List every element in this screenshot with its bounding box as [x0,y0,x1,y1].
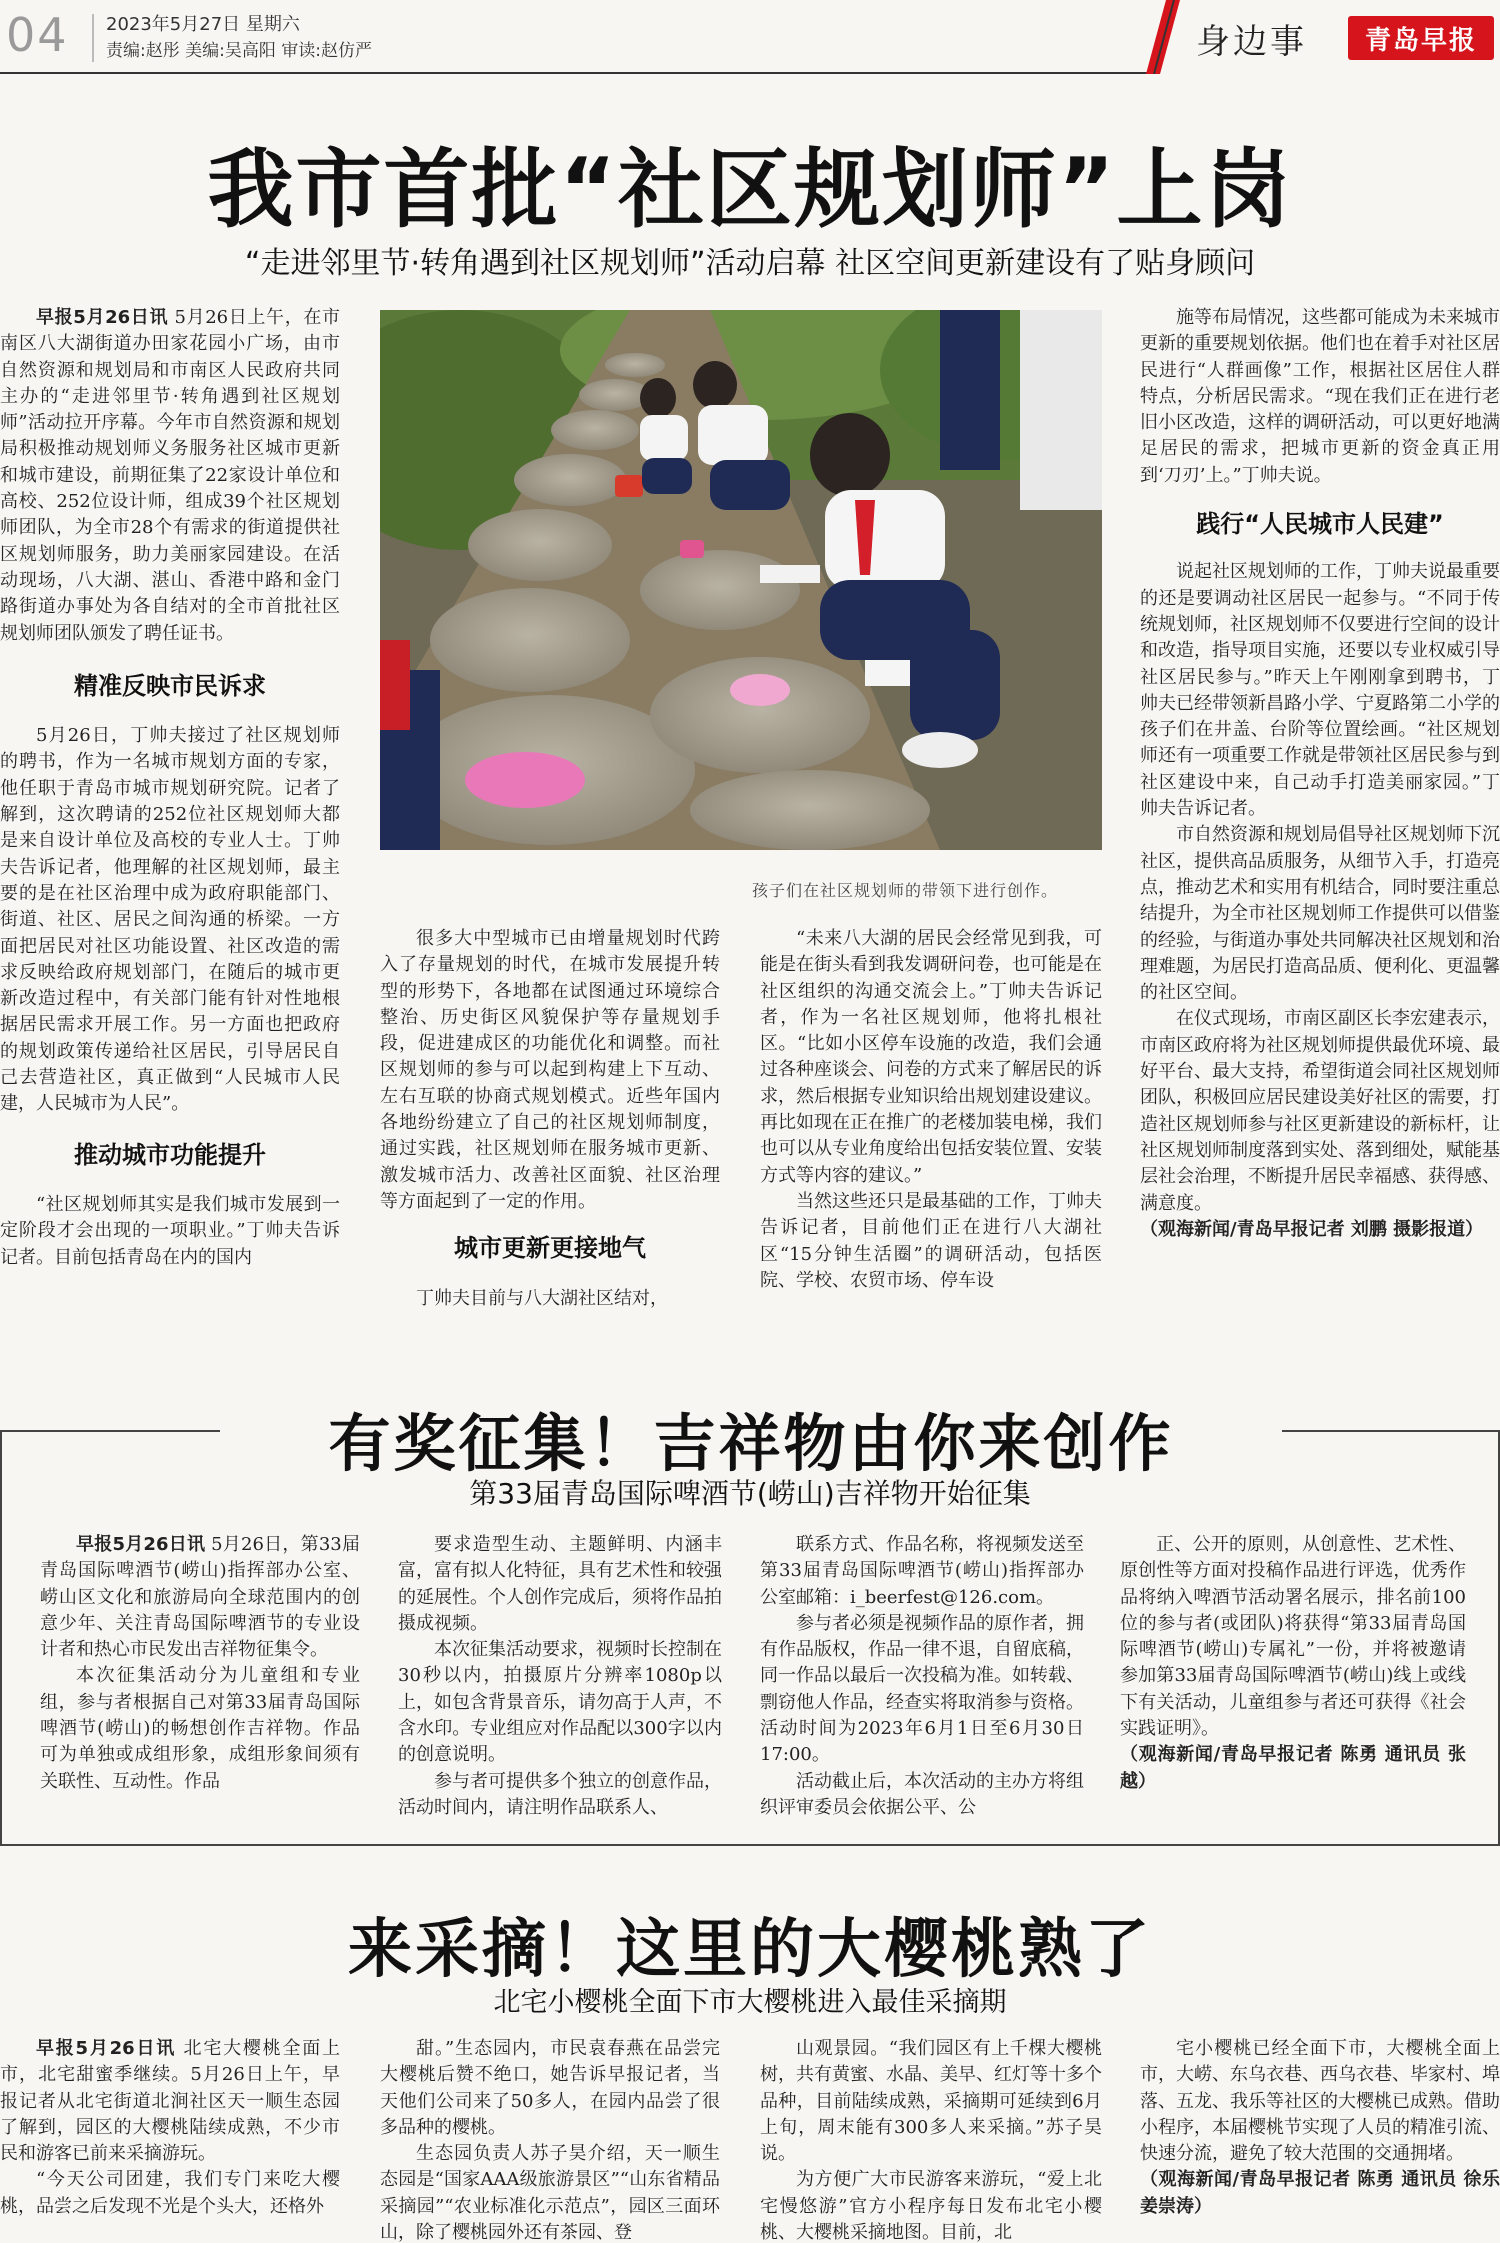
paragraph: 生态园负责人苏子昊介绍，天一顺生态园是“国家AAA级旅游景区”“山东省精品采摘园”“农业标准化示范点”，园区三面环山，除了樱桃园外还有茶园、登 [380,2143,720,2243]
article2-subhead: 第33届青岛国际啤酒节(崂山)吉祥物开始征集 [469,1477,1031,1510]
page-number: 04 [6,8,69,62]
paragraph: 施等布局情况，这些都可能成为未来城市更新的重要规划依据。他们也在着手对社区居民进行“人群画像”工作，根据社区居住人群特点，分析居民需求。“现在我们正在进行老旧小区改造，这样的调研活动，可以更好地满足居民的需求，把城市更新的资金真正用到‘刀刃’上。”丁帅夫说。 [1140,307,1500,486]
paragraph: 丁帅夫目前与八大湖社区结对， [416,1287,668,1309]
paragraph: 活动截止后，本次活动的主办方将组织评审委员会依据公平、公 [760,1770,1084,1818]
article1-column-4 [1140,305,1500,1320]
paragraph: 北宅大樱桃全面上市，北宅甜蜜季继续。5月26日上午，早报记者从北宅街道北涧社区天一顺生态园了解到，园区的大樱桃陆续成熟，不少市民和游客已前来采摘游玩。 [0,2038,340,2165]
article2-column-2 [398,1532,722,1832]
paragraph: 市自然资源和规划局倡导社区规划师下沉社区，提供高品质服务，从细节入手，打造亮点，推动艺术和实用有机结合，同时要注重总结提升，为全市社区规划师工作提供可以借鉴的经验，与街道办事处共同解决社区规划和治理难题，为居民打造高品质、便利化、更温馨的社区空间。 [1140,824,1500,1004]
section-heading: 推动城市功能提升 [74,1140,266,1169]
issue-date: 2023年5月27日 星期六 [106,14,300,35]
article1-column-3 [760,926,1102,1320]
paragraph: 本次征集活动分为儿童组和专业组，参与者根据自己对第33届青岛国际啤酒节(崂山)的畅想创作吉祥物。作品可为单独或成组形象，成组形象间须有关联性、互动性。作品 [40,1665,360,1792]
article1-subhead: “走进邻里节·转角遇到社区规划师”活动启幕 社区空间更新建设有了贴身顾问 [244,246,1256,281]
paragraph: 参与者可提供多个独立的创意作品，活动时间内，请注明作品联系人、 [398,1770,722,1818]
children-painting-photo [380,310,1102,850]
header-divider [92,14,94,62]
paragraph: 为方便广大市民游客来游玩，“爱上北宅慢悠游”官方小程序每日发布北宅小樱桃、大樱桃采摘地图。目前，北 [760,2169,1102,2243]
dateline: 早报5月26日讯 [36,307,169,328]
paragraph: 要求造型生动、主题鲜明、内涵丰富，富有拟人化特征，具有艺术性和较强的延展性。个人创作完成后，须将作品拍摄成视频。 [398,1534,722,1634]
paragraph: 联系方式、作品名称，将视频发送至第33届青岛国际啤酒节(崂山)指挥部办公室邮箱：i_beerfest@126.com。 [760,1534,1084,1608]
byline: （观海新闻/青岛早报记者 刘鹏 摄影报道） [1140,1218,1484,1240]
page-header [0,0,1500,80]
article2-column-3 [760,1532,1084,1832]
paragraph: 宅小樱桃已经全面下市，大樱桃全面上市，大崂、东乌衣巷、西乌衣巷、毕家村、埠落、五龙、我乐等社区的大樱桃已成熟。借助小程序，本届樱桃节实现了人员的精准引流、快速分流，避免了较大范围的交通拥堵。 [1140,2038,1500,2165]
dateline: 早报5月26日讯 [36,2038,177,2059]
article3-column-3 [760,2036,1102,2243]
paragraph: 说起社区规划师的工作，丁帅夫说最重要的还是要调动社区居民一起参与。“不同于传统规划师，社区规划师不仅要进行空间的设计和改造，指导项目实施，还要以专业权威引导社区居民参与。”昨天上午刚刚拿到聘书，丁帅夫已经带领新昌路小学、宁夏路第二小学的孩子们在井盖、台阶等位置绘画。“社区规划师还有一项重要工作就是带领社区居民参与到社区建设中来，自己动手打造美丽家园。”丁帅夫告诉记者。 [1140,561,1500,820]
article3-headline: 来采摘！这里的大樱桃熟了 [348,1913,1152,1987]
dateline: 早报5月26日讯 [76,1534,206,1555]
article1-column-2 [380,926,720,1320]
paragraph: “今天公司团建，我们专门来吃大樱桃，品尝之后发现不光是个头大，还格外 [0,2169,340,2217]
article3-column-2 [380,2036,720,2243]
byline: （观海新闻/青岛早报记者 陈勇 通讯员 张越） [1120,1744,1466,1792]
article1-headline: 我市首批“社区规划师”上岗 [207,140,1293,240]
section-title: 身边事 [1196,22,1307,62]
header-slash-icon [1146,0,1180,74]
byline: （观海新闻/青岛早报记者 陈勇 通讯员 徐乐 姜崇涛） [1140,2169,1500,2217]
photo-caption: 孩子们在社区规划师的带领下进行创作。 [752,881,1059,900]
paragraph: 很多大中型城市已由增量规划时代跨入了存量规划的时代，在城市发展提升转型的形势下，各地都在试图通过环境综合整治、历史街区风貌保护等存量规划手段，促进建成区的功能优化和调整。而社区规划师的参与可以起到构建上下互动、左右互联的协商式规划模式。近些年国内各地纷纷建立了自己的社区规划师制度，通过实践，社区规划师在服务城市更新、激发城市活力、改善社区面貌、社区治理等方面起到了一定的作用。 [380,928,720,1212]
article1-column-1 [0,305,340,1320]
paragraph: “未来八大湖的居民会经常见到我，可能是在街头看到我发调研问卷，也可能是在社区组织的沟通交流会上。”丁帅夫告诉记者，作为一名社区规划师，他将扎根社区。“比如小区停车设施的改造，我们会通过各种座谈会、问卷的方式来了解居民的诉求，然后根据专业知识给出规划建设建议。再比如现在正在推广的老楼加装电梯，我们也可以从专业角度给出包括安装位置、安装方式等内容的建议。” [760,928,1102,1186]
section-heading: 践行“人民城市人民建” [1196,510,1444,539]
box-rule-left [0,1430,220,1432]
paragraph: 在仪式现场，市南区副区长李宏建表示，市南区政府将为社区规划师提供最优环境、最好平台、最大支持，希望街道会同社区规划师团队，积极回应居民建设美好社区的需要，打造社区规划师参与社区更新建设的新标杆，让社区规划师制度落到实处、落到细处，赋能基层社会治理，不断提升居民幸福感、获得感、满意度。 [1140,1008,1500,1214]
paragraph: 正、公开的原则，从创意性、艺术性、原创性等方面对投稿作品进行评选，优秀作品将纳入啤酒节活动署名展示，排名前100位的参与者(或团队)将获得“第33届青岛国际啤酒节(崂山)专属礼”一份，并将被邀请参加第33届青岛国际啤酒节(崂山)线上或线下有关活动，儿童组参与者还可获得《社会实践证明》。 [1120,1534,1466,1740]
article2-column-4 [1120,1532,1466,1832]
paragraph: 当然这些还只是最基础的工作，丁帅夫告诉记者，目前他们正在进行八大湖社区“15分钟生活圈”的调研活动，包括医院、学校、农贸市场、停车设 [760,1190,1102,1291]
editor-credits: 责编:赵彤 美编:吴高阳 审读:赵仿严 [106,41,372,61]
paragraph: 山观景园。“我们园区有上千棵大樱桃树，共有黄蜜、水晶、美早、红灯等十多个品种，目前陆续成熟，采摘期可延续到6月上旬，周末能有300多人来采摘。”苏子昊说。 [760,2038,1102,2165]
paragraph: 参与者必须是视频作品的原作者，拥有作品版权，作品一律不退，自留底稿，同一作品以最后一次投稿为准。如转载、剽窃他人作品，经查实将取消参与资格。活动时间为2023年6月1日至6月30日17:00。 [760,1612,1084,1766]
section-heading: 精准反映市民诉求 [74,671,266,700]
paragraph: 本次征集活动要求，视频时长控制在30秒以内，拍摄原片分辨率1080p以上，如包含背景音乐，请勿高于人声，不含水印。专业组应对作品配以300字以内的创意说明。 [398,1639,722,1766]
article3-column-1 [0,2036,340,2243]
article2-column-1 [40,1532,360,1832]
box-rule-right [1282,1430,1500,1432]
article3-column-4 [1140,2036,1500,2243]
paragraph: “社区规划师其实是我们城市发展到一定阶段才会出现的一项职业。”丁帅夫告诉记者。目前包括青岛在内的国内 [0,1193,340,1268]
paragraph: 5月26日，第33届青岛国际啤酒节(崂山)指挥部办公室、崂山区文化和旅游局向全球范围内的创意少年、关注青岛国际啤酒节的专业设计者和热心市民发出吉祥物征集令。 [40,1534,360,1661]
paragraph: 5月26日上午，在市南区八大湖街道办田家花园小广场，由市自然资源和规划局和市南区人民政府共同主办的“走进邻里节·转角遇到社区规划师”活动拉开序幕。今年市自然资源和规划局积极推动规划师义务服务社区城市更新和城市建设，前期征集了22家设计单位和高校、252位设计师，组成39个社区规划师团队，为全市28个有需求的街道提供社区规划师服务，助力美丽家园建设。在活动现场，八大湖、湛山、香港中路和金门路街道办事处为各自结对的全市首批社区规划师团队颁发了聘任证书。 [0,307,340,644]
article2-headline: 有奖征集！吉祥物由你来创作 [328,1407,1174,1480]
paragraph: 5月26日，丁帅夫接过了社区规划师的聘书，作为一名城市规划方面的专家，他任职于青岛市城市规划研究院。记者了解到，这次聘请的252位社区规划师大都是来自设计单位及高校的专业人士。丁帅夫告诉记者，他理解的社区规划师，最主要的是在社区治理中成为政府职能部门、街道、社区、居民之间沟通的桥梁。一方面把居民对社区功能设置、社区改造的需求反映给政府规划部门，在随后的城市更新改造过程中，有关部门能有针对性地根据居民需求开展工作。另一方面也把政府的规划政策传递给社区居民，引导居民自己去营造社区，真正做到“人民城市人民建，人民城市为人民”。 [0,725,340,1115]
article3-subhead: 北宅小樱桃全面下市大樱桃进入最佳采摘期 [493,1987,1007,2018]
newspaper-logo: 青岛早报 [1348,16,1494,60]
paragraph: 甜。”生态园内，市民袁春燕在品尝完大樱桃后赞不绝口，她告诉早报记者，当天他们公司来了50多人，在园内品尝了很多品种的樱桃。 [380,2038,720,2138]
section-heading: 城市更新更接地气 [454,1234,646,1263]
photo-illustration [380,310,1102,850]
header-rule [0,72,1160,74]
